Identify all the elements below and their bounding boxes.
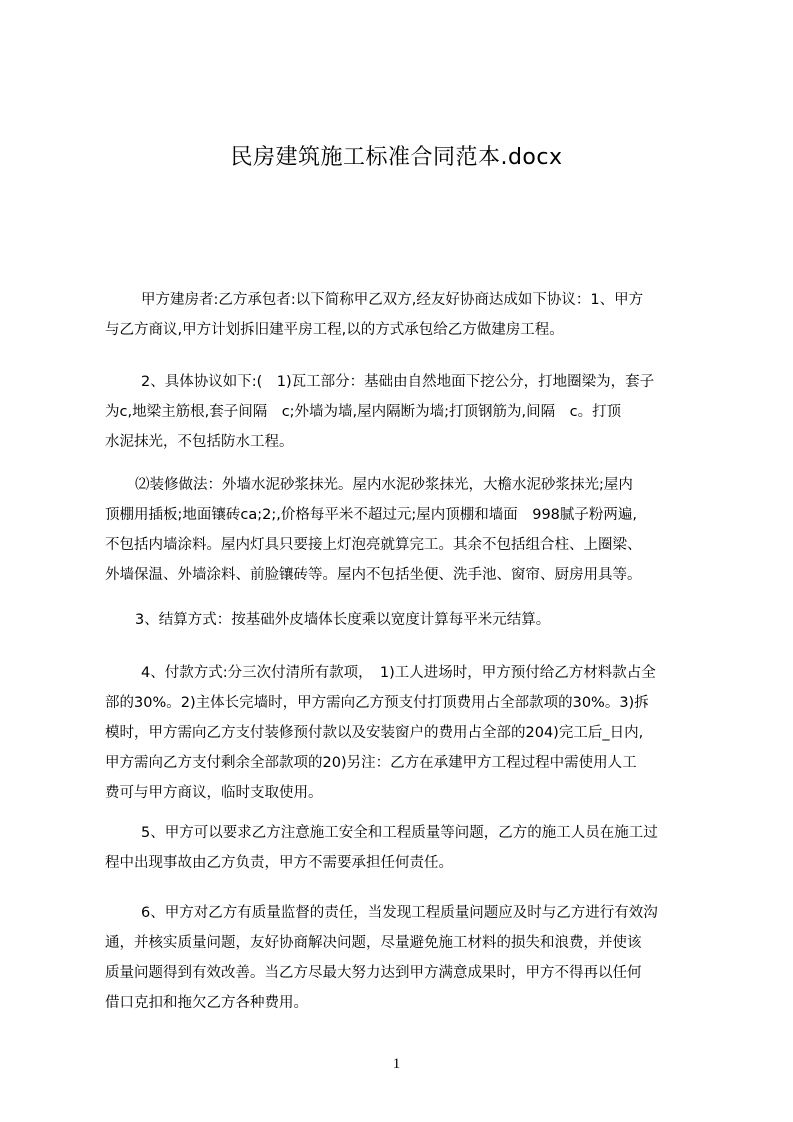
paragraph-line: 甲方建房者:乙方承包者:以下简称甲乙双方,经友好协商达成如下协议：1、甲方 — [141, 292, 644, 308]
paragraph-1 — [105, 285, 700, 345]
paragraph-line: 顶棚用插板;地面镶砖ca;2;,价格每平米不超过元;屋内顶棚和墙面 998腻子粉两遍, — [105, 507, 638, 523]
paragraph-line: 借口克扣和拖欠乙方各种费用。 — [105, 995, 308, 1011]
paragraph-line: 5、甲方可以要求乙方注意施工安全和工程质量等问题，乙方的施工人员在施工过 — [141, 825, 658, 841]
paragraph-6 — [105, 818, 700, 878]
paragraph-4 — [105, 605, 700, 635]
paragraph-line: 6、甲方对乙方有质量监督的责任，当发现工程质量问题应及时与乙方进行有效沟 — [141, 905, 658, 921]
paragraph-line: 模时，甲方需向乙方支付装修预付款以及安装窗户的费用占全部的204)完工后_日内, — [105, 725, 644, 741]
paragraph-2 — [105, 367, 700, 457]
paragraph-line: 3、结算方式：按基础外皮墙体长度乘以宽度计算每平米元结算。 — [135, 612, 551, 628]
paragraph-3 — [105, 470, 700, 590]
paragraph-line: 质量问题得到有效改善。当乙方尽最大努力达到甲方满意成果时，甲方不得再以任何 — [105, 965, 642, 981]
paragraph-line: ⑵装修做法：外墙水泥砂浆抹光。屋内水泥砂浆抹光，大檐水泥砂浆抹光;屋内 — [135, 477, 633, 493]
document-title: 民房建筑施工标准合同范本.docx — [230, 145, 563, 170]
paragraph-line: 水泥抹光，不包括防水工程。 — [105, 434, 294, 450]
paragraph-line: 费可与甲方商议，临时支取使用。 — [105, 785, 323, 801]
page-number: 1 — [392, 1056, 401, 1072]
paragraph-5 — [105, 658, 700, 808]
paragraph-line: 为c,地梁主筋根,套子间隔 c;外墙为墙,屋内隔断为墙;打顶钢筋为,间隔 c。打顶 — [105, 404, 622, 420]
paragraph-line: 4、付款方式:分三次付清所有款项， 1)工人进场时，甲方预付给乙方材料款占全 — [141, 665, 656, 681]
paragraph-line: 与乙方商议,甲方计划拆旧建平房工程,以的方式承包给乙方做建房工程。 — [105, 322, 564, 338]
paragraph-line: 通，并核实质量问题，友好协商解决问题，尽量避免施工材料的损失和浪费，并使该 — [105, 935, 642, 951]
paragraph-line: 2、具体协议如下:( 1)瓦工部分：基础由自然地面下挖公分，打地圈梁为，套子 — [141, 374, 655, 390]
paragraph-line: 部的30%。2)主体长完墙时，甲方需向乙方预支付打顶费用占全部款项的30%。3)拆 — [105, 695, 649, 711]
paragraph-line: 程中出现事故由乙方负责，甲方不需要承担任何责任。 — [105, 855, 453, 871]
paragraph-line: 不包括内墙涂料。屋内灯具只要接上灯泡亮就算完工。其余不包括组合柱、上圈梁、 — [105, 537, 642, 553]
paragraph-line: 外墙保温、外墙涂料、前脸镶砖等。屋内不包括坐便、洗手池、窗帘、厨房用具等。 — [105, 567, 642, 583]
paragraph-7 — [105, 898, 700, 1018]
paragraph-line: 甲方需向乙方支付剩余全部款项的20)另注：乙方在承建甲方工程过程中需使用人工 — [105, 755, 637, 771]
